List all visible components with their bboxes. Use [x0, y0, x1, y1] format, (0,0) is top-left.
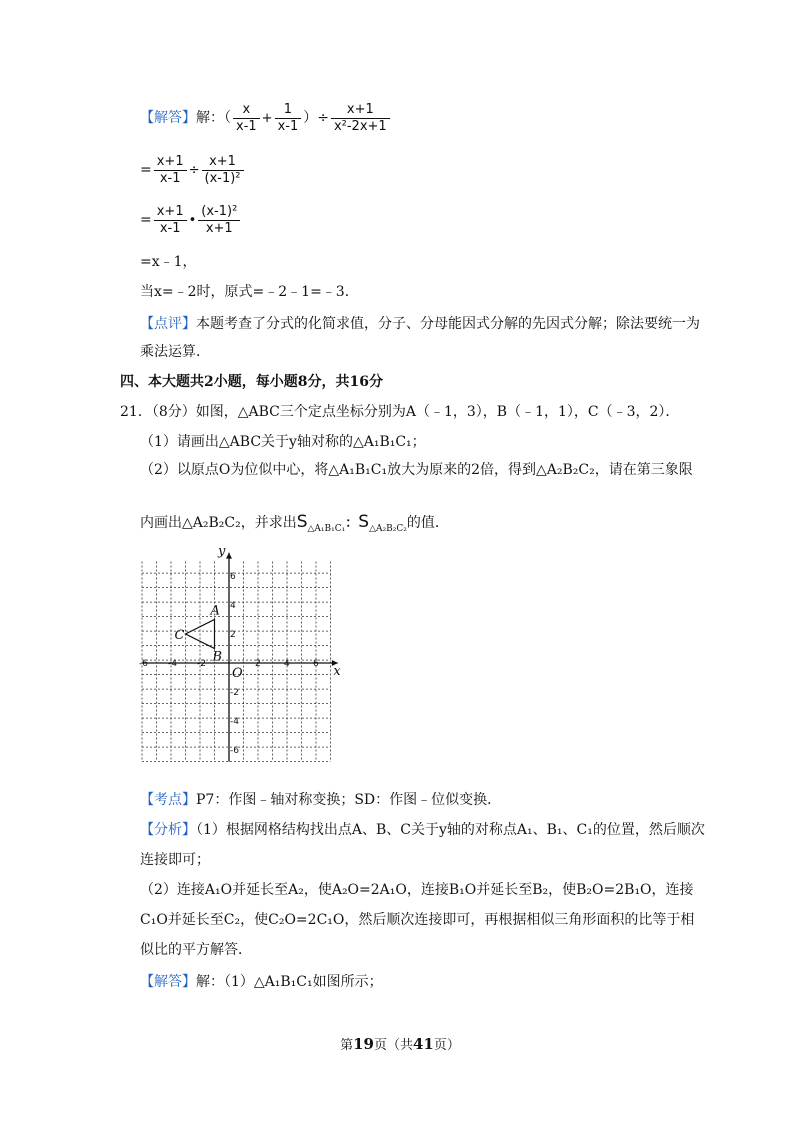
question-21: 21．（8分）如图，△ABC三个定点坐标分别为A（﹣1，3），B（﹣1，1），C（﹣3，2）．	[120, 404, 680, 420]
question-part-2-continued	[140, 508, 449, 536]
expr-close: ）÷	[303, 110, 329, 126]
fenxi-line-1	[140, 818, 705, 842]
y-tick-label: 6	[230, 572, 236, 582]
ratio-colon: ：	[345, 516, 359, 531]
kaodian-line	[140, 788, 501, 812]
solution-tag: 【解答】	[140, 110, 196, 126]
point-b-label: B	[212, 649, 223, 665]
fraction: $\frac{x+1}{\text{(x-1)²}}$	[202, 154, 244, 187]
kaodian-text: P7：作图﹣轴对称变换；SD：作图﹣位似变换．	[196, 792, 502, 808]
fraction: $\frac{x+1}{x-1}$	[154, 154, 187, 187]
plus-sign: +	[261, 111, 273, 126]
part2-post-text: 的值．	[406, 515, 449, 531]
multiply-sign: •	[188, 213, 197, 228]
solution-step-3	[140, 200, 242, 240]
kaodian-tag: 【考点】	[140, 792, 196, 808]
solution-step-4: =x﹣1，	[140, 254, 197, 270]
footer-total-pages: 41	[413, 1035, 434, 1053]
fraction: $\frac{x+1}{\text{x²-2x+1}}$	[331, 102, 390, 135]
question-part-2: （2）以原点O为位似中心，将△A₁B₁C₁放大为原来的2倍，得到△A₂B₂C₂，请在第三象限	[140, 462, 693, 478]
area-subscript-1: △A₁B₁C₁	[307, 524, 346, 534]
y-tick-label: 2	[230, 630, 236, 640]
solution-intro: 解：	[196, 110, 224, 126]
equals: =	[140, 212, 152, 228]
footer-mid: 页（共	[373, 1038, 413, 1053]
origin-label: O	[232, 666, 243, 681]
solution-b-tag: 【解答】	[140, 974, 196, 990]
x-tick-label: 2	[255, 659, 261, 669]
y-tick-label: 4	[230, 601, 236, 611]
x-tick-label: -6	[139, 659, 148, 669]
x-tick-label: -2	[197, 659, 206, 669]
x-tick-label: 6	[313, 659, 319, 669]
fraction: $\frac{x+1}{x-1}$	[154, 204, 187, 237]
area-symbol: S	[358, 512, 370, 532]
footer-post: 页）	[433, 1038, 460, 1053]
y-tick-label: -4	[230, 717, 239, 727]
solution-b-text: 解：（1）△A₁B₁C₁如图所示；	[196, 974, 383, 990]
footer-pre: 第	[340, 1038, 354, 1053]
area-symbol: S	[296, 512, 308, 532]
page-footer	[0, 1034, 800, 1053]
equals: =	[140, 162, 152, 178]
solution-step-5: 当x=﹣2时，原式=﹣2﹣1=﹣3．	[140, 284, 359, 300]
x-tick-label: 4	[284, 659, 290, 669]
comment-text-1: 本题考查了分式的化简求值，分子、分母能因式分解的先因式分解；除法要统一为	[196, 316, 700, 332]
fenxi-line-4: C₁O并延长至C₂，使C₂O=2C₁O，然后顺次连接即可，再根据相似三角形面积的比等于相	[140, 912, 695, 928]
y-tick-label: -6	[230, 746, 239, 756]
area-subscript-2: △A₂B₂C₂	[369, 524, 407, 534]
solution-expression	[140, 98, 392, 138]
footer-page-number: 19	[353, 1035, 374, 1053]
fenxi-line-2: 连接即可；	[140, 852, 210, 868]
x-axis-label: x	[333, 664, 341, 679]
point-a-label: A	[210, 603, 220, 619]
fenxi-text-1: （1）根据网格结构找出点A、B、C关于y轴的对称点A₁、B₁、C₁的位置，然后顺次	[196, 822, 705, 838]
divide-sign: ÷	[188, 163, 200, 178]
x-tick-label: -4	[168, 659, 177, 669]
comment-line-1	[140, 312, 700, 336]
comment-line-2: 乘法运算．	[140, 344, 210, 360]
comment-tag: 【点评】	[140, 316, 196, 332]
y-axis-label: y	[218, 545, 226, 559]
question-part-1: （1）请画出△ABC关于y轴对称的△A₁B₁C₁；	[140, 434, 426, 450]
solution-step-2	[140, 150, 246, 190]
y-tick-label: -2	[230, 688, 239, 698]
point-c-label: C	[174, 628, 185, 643]
y-axis-arrow	[226, 553, 232, 559]
fenxi-tag: 【分析】	[140, 822, 196, 838]
solution-b-line	[140, 970, 383, 994]
fenxi-line-5: 似比的平方解答．	[140, 942, 252, 958]
part2-pre-text: 内画出△A₂B₂C₂，并求出	[140, 515, 297, 531]
fraction: $\frac{1}{x-1}$	[275, 102, 302, 135]
coordinate-grid-figure	[138, 545, 360, 770]
fraction: $\frac{\text{(x-1)²}}{x+1}$	[198, 204, 240, 237]
expr-open: （	[224, 110, 231, 126]
fenxi-line-3: （2）连接A₁O并延长至A₂，使A₂O=2A₁O，连接B₁O并延长至B₂，使B₂O=2B₁O，连接	[140, 882, 694, 898]
section-title: 四、本大题共2小题，每小题8分，共16分	[120, 374, 383, 390]
fraction: $\frac{x}{x-1}$	[233, 102, 260, 135]
